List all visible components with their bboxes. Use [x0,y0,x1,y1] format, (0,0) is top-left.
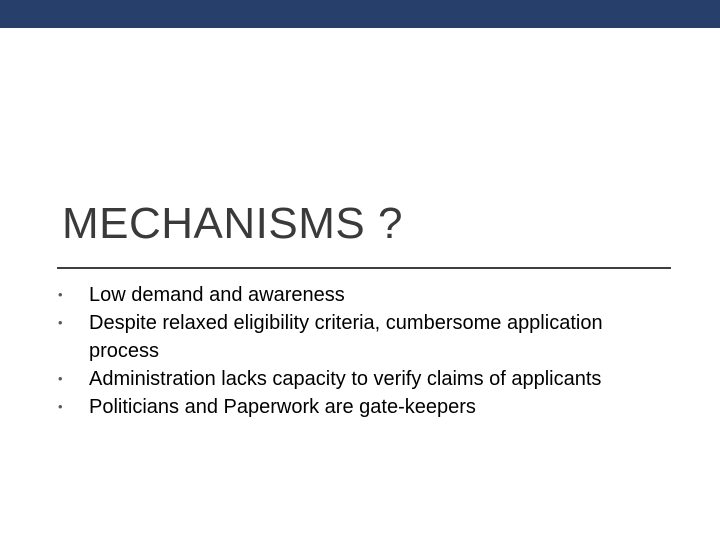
bullet-text: Low demand and awareness [89,284,345,306]
bullet-text: Politicians and Paperwork are gate-keepers [89,396,476,418]
bullet-dot-icon: • [58,399,63,414]
bullet-item [58,393,648,421]
bullet-text: Despite relaxed eligibility criteria, cumbersome application process [89,312,603,362]
bullet-item [58,309,648,365]
bullet-text: Administration lacks capacity to verify claims of applicants [89,368,602,390]
bullet-dot-icon: • [58,371,63,386]
top-accent-bar [0,0,720,28]
title-divider [57,267,671,269]
bullet-list [58,281,648,421]
bullet-dot-icon: • [58,287,63,302]
slide-title: MECHANISMS ? [62,199,403,248]
bullet-item [58,365,648,393]
bullet-item [58,281,648,309]
bullet-dot-icon: • [58,315,63,330]
